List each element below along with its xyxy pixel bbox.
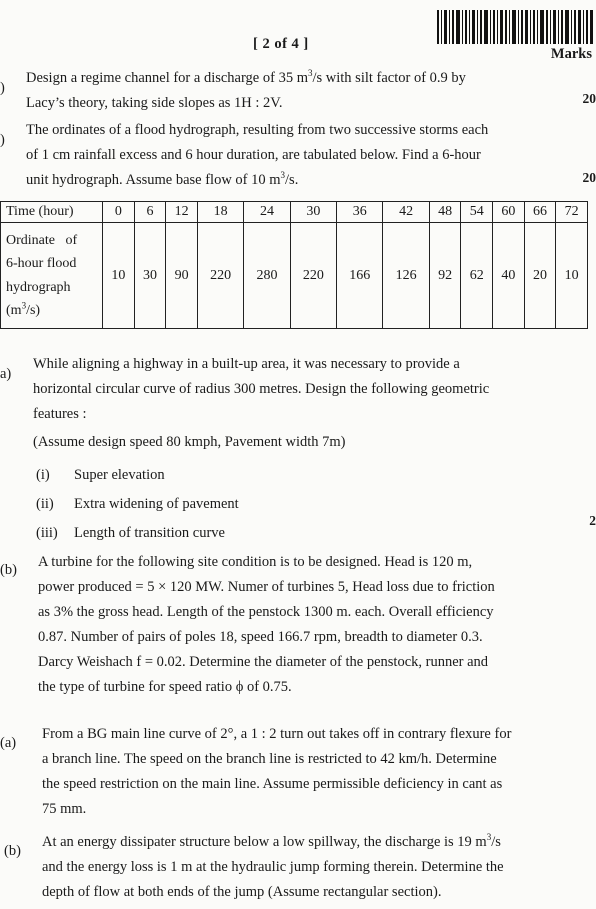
question-turbine (38, 550, 583, 700)
time-cell: 36 (337, 202, 383, 223)
hydrograph-table (0, 201, 588, 329)
time-cell: 24 (244, 202, 290, 223)
ordinate-cell: 280 (244, 223, 290, 329)
barcode (437, 10, 594, 44)
time-cell: 66 (524, 202, 556, 223)
sub-item: (ii) Extra widening of pavement (36, 496, 239, 512)
time-cell: 48 (429, 202, 461, 223)
question-line: depth of flow at both ends of the jump (Assume rectangular section). (42, 884, 442, 900)
question-label: (b) (4, 843, 21, 859)
question-line: a branch line. The speed on the branch line is restricted to 42 km/h. Determine (42, 751, 497, 767)
assumption-text: (Assume design speed 80 kmph, Pavement width 7m) (33, 434, 346, 450)
question-line: horizontal circular curve of radius 300 metres. Design the following geometric (33, 381, 490, 397)
ordinate-cell: 10 (556, 223, 588, 329)
ordinate-cell: 62 (461, 223, 493, 329)
question-line: While aligning a highway in a built-up area, it was necessary to provide a (33, 356, 460, 372)
question-label: (a) (0, 735, 17, 751)
question-hydraulic-jump (42, 830, 587, 905)
time-cell: 72 (556, 202, 588, 223)
question-regime-channel (26, 66, 571, 116)
time-cell: 12 (166, 202, 198, 223)
question-hydrograph (26, 118, 571, 193)
question-line: unit hydrograph. Assume base flow of 10 $m^3/s$. (26, 170, 299, 188)
time-cell: 42 (383, 202, 429, 223)
question-line: 75 mm. (42, 801, 87, 817)
question-line: the type of turbine for speed ratio ϕ of 0.75. (38, 679, 292, 695)
ordinate-cell: 40 (493, 223, 525, 329)
time-cell: 0 (103, 202, 135, 223)
marks-value: 2 (589, 513, 596, 528)
question-line: the speed restriction on the main line. Assume permissible deficiency in cant as (42, 776, 503, 792)
question-line: and the energy loss is 1 m at the hydraulic jump forming therein. Determine the (42, 859, 504, 875)
question-line: At an energy dissipater structure below a low spillway, the discharge is 19 $m^3/s$ (42, 832, 501, 850)
time-cell: 54 (461, 202, 493, 223)
time-header: Time (hour) (1, 202, 103, 223)
time-row (1, 202, 588, 223)
question-line: of 1 cm rainfall excess and 6 hour duration, are tabulated below. Find a 6-hour (26, 147, 481, 163)
ordinate-cell: 126 (383, 223, 429, 329)
question-line: Lacy’s theory, taking side slopes as 1H : 2V. (26, 95, 283, 111)
time-cell: 6 (134, 202, 166, 223)
question-line: Darcy Weishach f = 0.02. Determine the diameter of the penstock, runner and (38, 654, 489, 670)
question-line: 0.87. Number of pairs of poles 18, speed 166.7 rpm, breadth to diameter 0.3. (38, 629, 483, 645)
question-line: features : (33, 406, 87, 422)
time-cell: 30 (290, 202, 336, 223)
question-label: ) (0, 132, 5, 148)
ordinate-cell: 92 (429, 223, 461, 329)
time-cell: 18 (197, 202, 243, 223)
question-turnout (42, 722, 587, 822)
question-highway-curve (33, 352, 578, 427)
ordinate-header: Ordinate of 6-hour flood hydrograph $(m^3/s)$ (1, 223, 103, 329)
ordinate-cell: 220 (290, 223, 336, 329)
question-line: A turbine for the following site condition is to be designed. Head is 120 m, (38, 554, 473, 570)
sub-item: (iii) Length of transition curve (36, 525, 225, 541)
question-line: Design a regime channel for a discharge of 35 $m^3/s$ with silt factor of 0.9 by (26, 68, 466, 86)
marks-value: 20 (582, 91, 596, 106)
question-label: ) (0, 80, 5, 96)
question-line: as 3% the gross head. Length of the penstock 1300 m. each. Overall efficiency (38, 604, 494, 620)
question-line: power produced = 5 × 120 MW. Numer of turbines 5, Head loss due to friction (38, 579, 495, 595)
ordinate-cell: 20 (524, 223, 556, 329)
sub-item: (i) Super elevation (36, 467, 165, 483)
time-cell: 60 (493, 202, 525, 223)
ordinate-cell: 166 (337, 223, 383, 329)
ordinate-cell: 30 (134, 223, 166, 329)
question-label: a) (0, 366, 12, 382)
ordinate-row (1, 223, 588, 329)
ordinate-cell: 220 (197, 223, 243, 329)
ordinate-cell: 90 (166, 223, 198, 329)
marks-heading: Marks (550, 46, 592, 62)
question-label: (b) (0, 562, 17, 578)
question-line: The ordinates of a flood hydrograph, resulting from two successive storms each (26, 122, 489, 138)
page-number: [ 2 of 4 ] (253, 36, 309, 52)
question-line: From a BG main line curve of 2°, a 1 : 2 turn out takes off in contrary flexure for (42, 726, 512, 742)
marks-value: 20 (582, 170, 596, 185)
ordinate-cell: 10 (103, 223, 135, 329)
